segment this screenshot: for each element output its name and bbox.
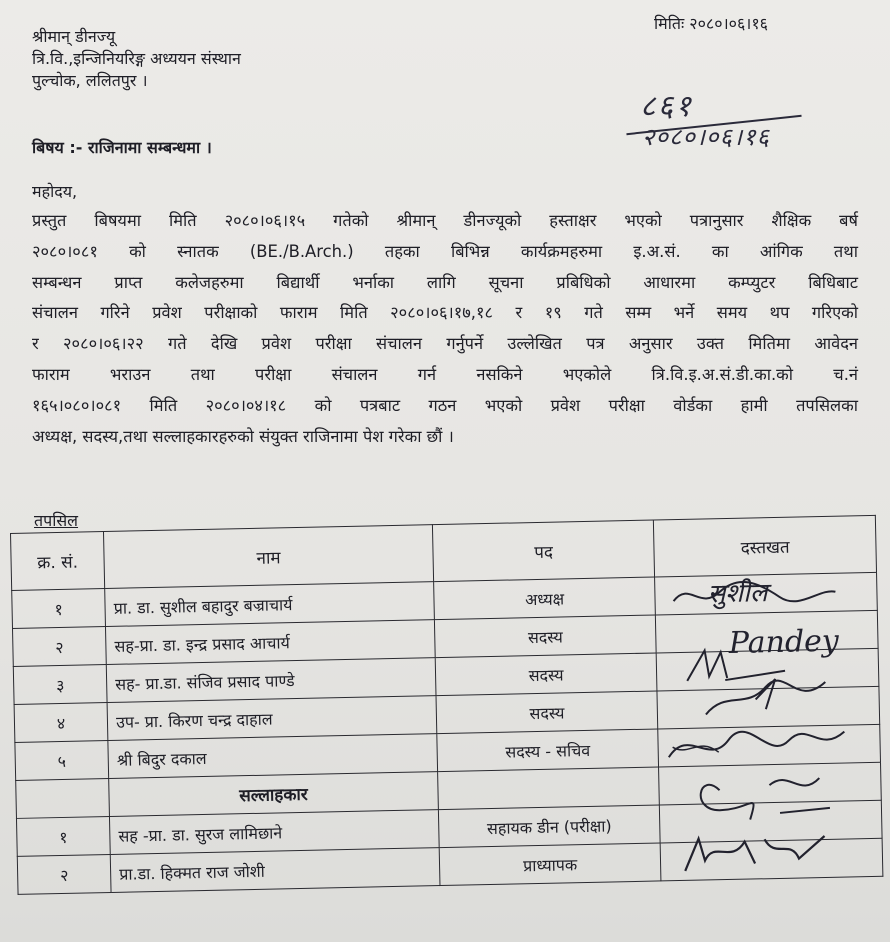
member-post: सदस्य — [434, 615, 656, 658]
letter-body — [32, 206, 858, 452]
handwritten-signature: Pandey — [728, 623, 840, 661]
signature-scribble — [659, 723, 850, 767]
registration-date: २०८०।०६।१६ — [642, 123, 771, 151]
header-name: नाम — [104, 525, 434, 589]
member-post: सदस्य — [436, 691, 658, 734]
member-name: उप- प्रा. किरण चन्द्र दाहाल — [107, 696, 436, 741]
body-line: २०८०।०८१ को स्नातक (BE./B.Arch.) तहका बिभिन्न कार्यक्रमहरुमा इ.अ.सं. का आंगिक तथा — [32, 241, 858, 261]
letter-date: मितिः २०८०।०६।१६ — [654, 14, 768, 33]
signature-scribble — [665, 668, 846, 722]
advisor-name: सह -प्रा. डा. सुरज लामिछाने — [110, 810, 439, 855]
member-name: श्री बिदुर दकाल — [108, 734, 437, 779]
body-line: अध्यक्ष, सदस्य,तथा सल्लाहकारहरुको संयुक्त राजिनामा पेश गरेका छौं । — [32, 426, 454, 446]
handwritten-signature: सुशील — [707, 578, 768, 610]
member-sn: २ — [12, 627, 106, 667]
advisor-sn: २ — [17, 854, 111, 894]
signature-scribble — [675, 828, 846, 878]
advisors-post-blank — [437, 767, 659, 810]
member-name: सह- प्रा.डा. संजिव प्रसाद पाण्डे — [106, 658, 435, 703]
recipient-line: श्रीमान् डीनज्यू — [32, 27, 116, 46]
member-post: अध्यक्ष — [433, 577, 655, 620]
advisor-sn: १ — [16, 816, 110, 856]
advisor-post: प्राध्यापक — [439, 843, 661, 886]
header-sn: क्र. सं. — [11, 532, 105, 591]
advisors-sn-blank — [16, 778, 110, 818]
salutation: महोदय, — [32, 182, 78, 201]
members-table-wrapper — [10, 515, 884, 942]
advisor-post: सहायक डीन (परीक्षा) — [438, 805, 660, 848]
member-sn: ५ — [15, 740, 109, 780]
body-line: सम्बन्धन प्राप्त कलेजहरुमा बिद्यार्थी भर्नाका लागि सूचना प्रबिधिको आधारमा कम्प्युटर बिधिबाट — [32, 272, 858, 292]
header-signature: दस्तखत — [654, 515, 877, 577]
advisors-heading: सल्लाहकार — [109, 772, 438, 817]
body-line: प्रस्तुत बिषयमा मिति २०८०।०६।१५ गतेको श्रीमान् डीनज्यूको हस्ताक्षर भएको पत्रानुसार शैक्षिक बर्ष — [32, 211, 858, 230]
body-line: १६५।०८०।०८१ मिति २०८०।०४।१८ को पत्रबाट गठन भएको प्रवेश परीक्षा वोर्डका हामी तपसिलका — [32, 395, 858, 415]
details-label: तपसिल — [34, 511, 79, 530]
member-post: सदस्य — [435, 653, 657, 696]
member-name: प्रा. डा. सुशील बहादुर बज्राचार्य — [105, 582, 434, 627]
member-name: सह-प्रा. डा. इन्द्र प्रसाद आचार्य — [106, 620, 435, 665]
body-line: र २०८०।०६।२२ गते देखि प्रवेश परीक्षा संचालन गर्नुपर्ने उल्लेखित पत्र अनुसार उक्त मितिमा आवेदन — [32, 334, 858, 354]
member-signature-cell — [658, 724, 880, 767]
advisor-name: प्रा.डा. हिक्मत राज जोशी — [110, 848, 439, 893]
member-sn: ३ — [13, 665, 107, 705]
member-sn: १ — [12, 589, 106, 629]
recipient-line: पुल्चोक, ललितपुर । — [32, 71, 148, 90]
member-sn: ४ — [14, 703, 108, 743]
body-line: फाराम भराउन तथा परीक्षा संचालन गर्न नसकिने भएकोले त्रि.वि.इ.अ.सं.डी.का.को च.नं — [32, 364, 858, 384]
signature-scribble — [670, 578, 841, 612]
member-signature-cell — [655, 572, 877, 615]
advisor-signature-cell — [661, 838, 883, 881]
signature-scribble — [690, 767, 851, 830]
letter-subject: बिषय :- राजिनामा सम्बन्धमा । — [32, 138, 212, 157]
header-post: पद — [432, 520, 655, 582]
recipient-address — [32, 26, 241, 92]
registration-number: ८६१ — [640, 89, 693, 124]
recipient-line: त्रि.वि.,इन्जिनियरिङ्ग अध्ययन संस्थान — [32, 49, 241, 68]
body-line: संचालन गरिने प्रवेश परीक्षाको फाराम मिति २०८०।०६।१७,१८ र १९ गते सम्म भर्ने समय थप गरिएको — [32, 303, 858, 323]
member-post: सदस्य - सचिव — [437, 729, 659, 772]
members-table — [10, 515, 883, 895]
